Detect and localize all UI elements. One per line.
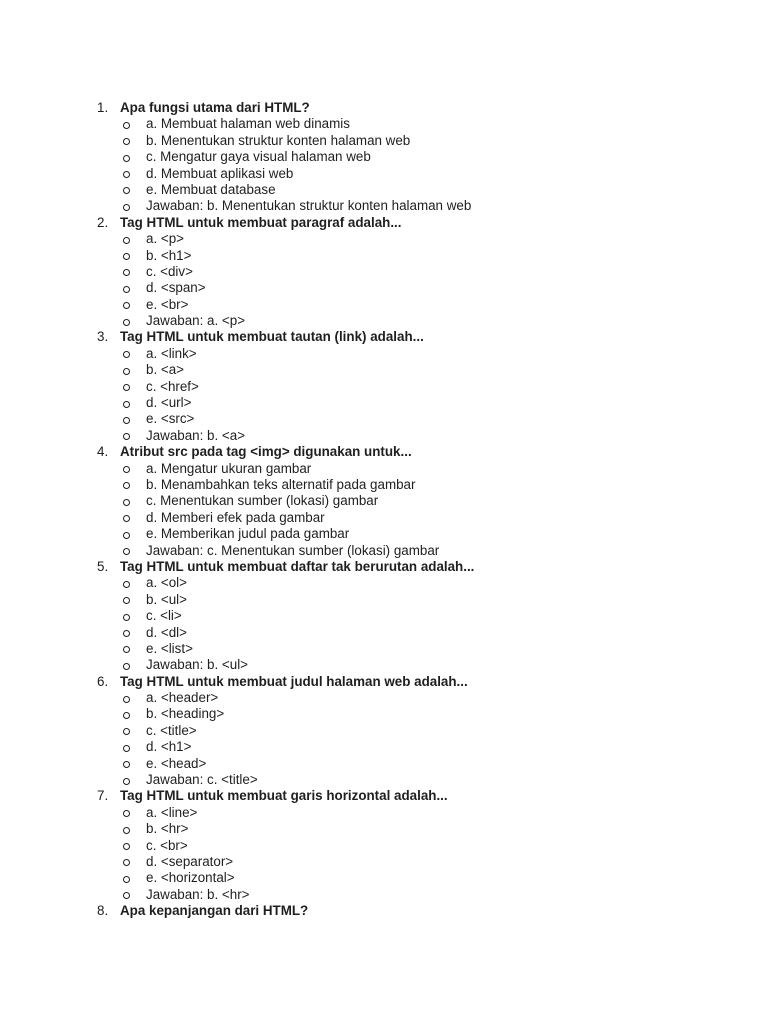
answer-item — [0, 313, 768, 329]
answer-item — [0, 198, 768, 214]
question-line — [0, 329, 768, 345]
option-text: a. Mengatur ukuran gambar — [146, 460, 312, 476]
circle-bullet-icon — [123, 663, 130, 670]
option-text: c. <href> — [146, 378, 199, 394]
question-line — [0, 100, 768, 116]
option-item — [0, 362, 768, 378]
option-item — [0, 575, 768, 591]
option-item — [0, 133, 768, 149]
question-item — [0, 903, 768, 919]
option-text: e. <head> — [146, 755, 207, 771]
circle-bullet-icon — [123, 892, 130, 899]
option-text: a. <header> — [146, 690, 219, 706]
option-item — [0, 854, 768, 870]
option-item — [0, 411, 768, 427]
question-number: 7. — [97, 788, 109, 804]
answer-text: Jawaban: c. Menentukan sumber (lokasi) gambar — [146, 542, 440, 558]
circle-bullet-icon — [123, 204, 130, 211]
option-text: d. <separator> — [146, 853, 234, 869]
question-line — [0, 559, 768, 575]
circle-bullet-icon — [123, 548, 130, 555]
circle-bullet-icon — [123, 138, 130, 145]
circle-bullet-icon — [123, 253, 130, 260]
quiz-document — [0, 100, 768, 920]
circle-bullet-icon — [123, 810, 130, 817]
option-item — [0, 706, 768, 722]
question-item — [0, 100, 768, 215]
option-text: a. <p> — [146, 231, 184, 247]
option-text: e. Memberikan judul pada gambar — [146, 526, 350, 542]
option-item — [0, 756, 768, 772]
circle-bullet-icon — [123, 696, 130, 703]
circle-bullet-icon — [123, 581, 130, 588]
option-item — [0, 870, 768, 886]
circle-bullet-icon — [123, 646, 130, 653]
option-text: e. <list> — [146, 640, 193, 656]
circle-bullet-icon — [123, 843, 130, 850]
question-item — [0, 444, 768, 559]
option-item — [0, 231, 768, 247]
question-number: 6. — [97, 673, 109, 689]
question-number: 3. — [97, 329, 109, 345]
circle-bullet-icon — [123, 187, 130, 194]
circle-bullet-icon — [123, 417, 130, 424]
circle-bullet-icon — [123, 319, 130, 326]
question-line — [0, 788, 768, 804]
circle-bullet-icon — [123, 466, 130, 473]
option-text: c. <br> — [146, 837, 188, 853]
option-text: e. Membuat database — [146, 181, 276, 197]
answer-text: Jawaban: b. <hr> — [146, 886, 250, 902]
answer-text: Jawaban: b. <a> — [146, 427, 246, 443]
question-text: Apa fungsi utama dari HTML? — [120, 100, 310, 115]
option-text: c. <li> — [146, 608, 182, 624]
question-item — [0, 674, 768, 789]
option-text: c. <title> — [146, 722, 197, 738]
option-item — [0, 739, 768, 755]
question-text: Atribut src pada tag <img> digunakan untuk... — [120, 444, 412, 460]
circle-bullet-icon — [123, 269, 130, 276]
option-item — [0, 477, 768, 493]
option-item — [0, 346, 768, 362]
option-text: d. <h1> — [146, 739, 192, 755]
option-item — [0, 838, 768, 854]
option-item — [0, 526, 768, 542]
option-text: b. Menambahkan teks alternatif pada gambar — [146, 476, 416, 492]
question-text: Tag HTML untuk membuat tautan (link) adalah... — [120, 329, 424, 345]
circle-bullet-icon — [123, 499, 130, 506]
option-text: b. <a> — [146, 362, 184, 378]
option-item — [0, 297, 768, 313]
circle-bullet-icon — [123, 778, 130, 785]
answer-text: Jawaban: b. Menentukan struktur konten halaman web — [146, 198, 472, 214]
question-line — [0, 215, 768, 231]
option-text: a. <line> — [146, 804, 198, 820]
option-text: a. Membuat halaman web dinamis — [146, 116, 350, 132]
circle-bullet-icon — [123, 761, 130, 768]
option-item — [0, 264, 768, 280]
question-text: Tag HTML untuk membuat judul halaman web adalah... — [120, 673, 468, 689]
question-text: Apa kepanjangan dari HTML? — [120, 903, 309, 919]
option-text: b. <h1> — [146, 247, 192, 263]
circle-bullet-icon — [123, 745, 130, 752]
option-item — [0, 116, 768, 132]
answer-text: Jawaban: c. <title> — [146, 772, 258, 788]
option-item — [0, 690, 768, 706]
option-text: a. <ol> — [146, 575, 187, 591]
question-item — [0, 559, 768, 674]
option-item — [0, 510, 768, 526]
question-text: Tag HTML untuk membuat daftar tak berurutan adalah... — [120, 558, 475, 574]
option-text: c. <div> — [146, 263, 193, 279]
circle-bullet-icon — [123, 532, 130, 539]
option-item — [0, 182, 768, 198]
option-item — [0, 166, 768, 182]
option-item — [0, 461, 768, 477]
option-item — [0, 248, 768, 264]
circle-bullet-icon — [123, 597, 130, 604]
answer-text: Jawaban: b. <ul> — [146, 657, 248, 673]
question-line — [0, 444, 768, 460]
question-number: 8. — [97, 903, 109, 919]
option-text: e. <br> — [146, 296, 189, 312]
question-number: 2. — [97, 214, 109, 230]
option-item — [0, 280, 768, 296]
answer-text: Jawaban: a. <p> — [146, 313, 246, 329]
question-item — [0, 329, 768, 444]
answer-item — [0, 428, 768, 444]
circle-bullet-icon — [123, 712, 130, 719]
option-text: c. Menentukan sumber (lokasi) gambar — [146, 493, 379, 509]
circle-bullet-icon — [123, 482, 130, 489]
question-item — [0, 788, 768, 903]
option-text: d. Memberi efek pada gambar — [146, 509, 325, 525]
option-text: a. <link> — [146, 345, 197, 361]
circle-bullet-icon — [123, 876, 130, 883]
question-number: 1. — [97, 100, 109, 115]
option-text: c. Mengatur gaya visual halaman web — [146, 149, 371, 165]
circle-bullet-icon — [123, 122, 130, 129]
option-text: b. Menentukan struktur konten halaman web — [146, 132, 411, 148]
option-text: b. <hr> — [146, 821, 189, 837]
circle-bullet-icon — [123, 515, 130, 522]
option-item — [0, 608, 768, 624]
answer-item — [0, 887, 768, 903]
option-text: b. <heading> — [146, 706, 225, 722]
option-text: d. <dl> — [146, 624, 187, 640]
option-text: b. <ul> — [146, 591, 187, 607]
circle-bullet-icon — [123, 384, 130, 391]
option-text: d. Membuat aplikasi web — [146, 165, 294, 181]
option-item — [0, 395, 768, 411]
option-item — [0, 592, 768, 608]
option-item — [0, 625, 768, 641]
option-text: d. <span> — [146, 280, 206, 296]
question-line — [0, 903, 768, 919]
option-item — [0, 379, 768, 395]
option-item — [0, 641, 768, 657]
circle-bullet-icon — [123, 433, 130, 440]
circle-bullet-icon — [123, 614, 130, 621]
circle-bullet-icon — [123, 286, 130, 293]
circle-bullet-icon — [123, 237, 130, 244]
circle-bullet-icon — [123, 401, 130, 408]
option-item — [0, 149, 768, 165]
option-text: e. <src> — [146, 411, 195, 427]
answer-item — [0, 772, 768, 788]
answer-item — [0, 657, 768, 673]
circle-bullet-icon — [123, 728, 130, 735]
answer-item — [0, 543, 768, 559]
circle-bullet-icon — [123, 827, 130, 834]
option-text: d. <url> — [146, 395, 192, 411]
question-text: Tag HTML untuk membuat paragraf adalah... — [120, 214, 402, 230]
question-item — [0, 215, 768, 330]
circle-bullet-icon — [123, 171, 130, 178]
option-item — [0, 805, 768, 821]
circle-bullet-icon — [123, 368, 130, 375]
circle-bullet-icon — [123, 155, 130, 162]
question-number: 4. — [97, 444, 109, 460]
question-number: 5. — [97, 558, 109, 574]
option-item — [0, 821, 768, 837]
circle-bullet-icon — [123, 630, 130, 637]
circle-bullet-icon — [123, 859, 130, 866]
circle-bullet-icon — [123, 351, 130, 358]
question-text: Tag HTML untuk membuat garis horizontal adalah... — [120, 788, 448, 804]
option-text: e. <horizontal> — [146, 870, 235, 886]
option-item — [0, 723, 768, 739]
question-line — [0, 674, 768, 690]
circle-bullet-icon — [123, 302, 130, 309]
option-item — [0, 493, 768, 509]
